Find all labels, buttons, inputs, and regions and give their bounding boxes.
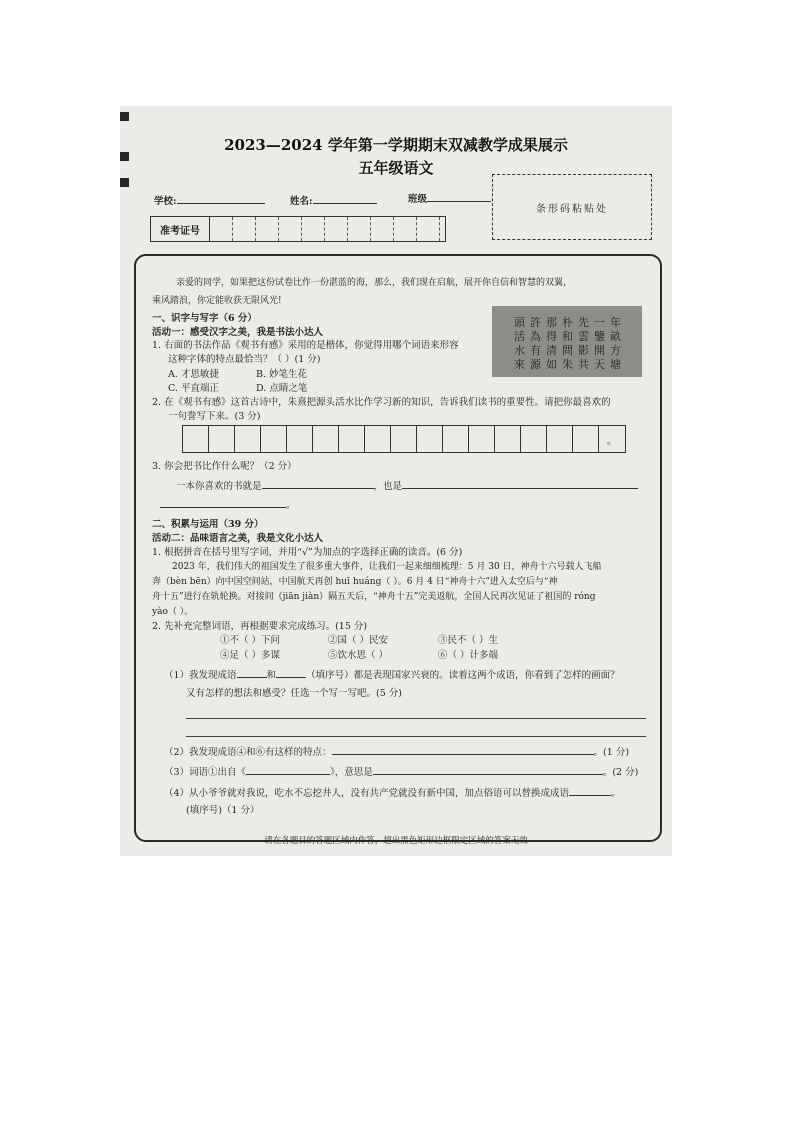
question-2-2: 2. 先补充完整词语，再根据要求完成练习。(15 分) bbox=[152, 621, 368, 632]
sub-question-4-cont: (填序号)（1 分） bbox=[186, 805, 260, 816]
id-cell[interactable] bbox=[325, 217, 348, 241]
intro-line: 乘风踏浪，你定能收获无限风光! bbox=[152, 296, 282, 306]
q1-3-middle: ，也是 bbox=[373, 481, 403, 492]
section-1-heading: 一、识字与写字（6 分） bbox=[152, 313, 257, 324]
grid-cell[interactable] bbox=[443, 426, 469, 452]
id-cell[interactable] bbox=[394, 217, 417, 241]
idiom-6[interactable]: ⑥（ ）计多端 bbox=[438, 650, 499, 661]
grid-cell[interactable] bbox=[469, 426, 495, 452]
copy-grid[interactable] bbox=[182, 425, 626, 453]
question-1-1: 1. 右面的书法作品《观书有感》采用的是楷体，你觉得用哪个词语来形容 bbox=[152, 340, 459, 351]
passage-line: yào（ ）。 bbox=[152, 607, 194, 617]
grid-cell[interactable] bbox=[365, 426, 391, 452]
grid-cell[interactable] bbox=[261, 426, 287, 452]
id-cell[interactable] bbox=[210, 217, 233, 241]
q1-3-period: 。 bbox=[286, 500, 296, 511]
grid-cell[interactable] bbox=[209, 426, 235, 452]
option-b[interactable]: B. 妙笔生花 bbox=[256, 369, 308, 380]
name-label: 姓名: bbox=[290, 196, 313, 207]
option-a[interactable]: A. 才思敏捷 bbox=[168, 369, 219, 380]
sub4-period: 。 bbox=[611, 788, 621, 799]
section-2-heading: 二、积累与运用（39 分） bbox=[152, 519, 264, 530]
grid-cell[interactable] bbox=[495, 426, 521, 452]
passage-line: 2023 年，我们伟大的祖国发生了很多重大事件，让我们一起来细细梳理：5 月 30 日，神舟十六号载人飞船 bbox=[172, 562, 602, 572]
sub1-part: （填序号）都是表现国家兴衰的。读着这两个成语，你看到了怎样的画面？ bbox=[306, 670, 620, 681]
exam-title: 2023—2024 学年第一学期期末双减教学成果展示 bbox=[224, 136, 568, 154]
calligraphy-line: 頭許那朴先一年 bbox=[514, 316, 626, 329]
sub-question-3[interactable] bbox=[164, 765, 638, 779]
idiom-3[interactable]: ③民不（ ）生 bbox=[438, 635, 499, 646]
scan-marker bbox=[120, 178, 129, 187]
grid-cell[interactable] bbox=[183, 426, 209, 452]
grid-cell[interactable] bbox=[287, 426, 313, 452]
barcode-area: 条形码粘贴处 bbox=[492, 174, 652, 240]
id-cell[interactable] bbox=[279, 217, 302, 241]
intro-line: 亲爱的同学，如果把这份试卷比作一份湛蓝的海，那么，我们现在启航，展开你自信和智慧的双翼， bbox=[176, 278, 573, 288]
exam-id-label: 准考证号 bbox=[151, 217, 210, 241]
calligraphy-line: 活為得和雲鑒畝 bbox=[514, 330, 626, 343]
sub3-end: 。(2 分) bbox=[602, 767, 639, 778]
id-cell[interactable] bbox=[256, 217, 279, 241]
sub1-and: 和 bbox=[266, 670, 277, 681]
school-label: 学校: bbox=[154, 196, 177, 207]
question-1-1-cont: 这种字体的特点最恰当？（ ）(1 分) bbox=[168, 354, 321, 365]
grid-cell[interactable] bbox=[391, 426, 417, 452]
sub-question-2[interactable] bbox=[164, 745, 629, 759]
id-cell[interactable] bbox=[417, 217, 440, 241]
question-2-1: 1. 根据拼音在括号里写字词，并用“√”为加点的字选择正确的读音。(6 分) bbox=[152, 547, 463, 558]
grid-cell[interactable] bbox=[313, 426, 339, 452]
scan-marker bbox=[120, 112, 129, 121]
grid-cell[interactable] bbox=[521, 426, 547, 452]
grid-cell[interactable] bbox=[573, 426, 599, 452]
sub-question-1[interactable] bbox=[164, 668, 620, 682]
q1-3-answer-line2[interactable] bbox=[160, 498, 296, 512]
id-cell[interactable] bbox=[371, 217, 394, 241]
sub4-part: （4）从小爷爷就对我说，吃水不忘挖井人，没有共产党就没有新中国，加点俗语可以替换成成语 bbox=[164, 788, 570, 799]
exam-subtitle: 五年级语文 bbox=[358, 159, 434, 177]
exam-paper-photo bbox=[120, 106, 672, 856]
idiom-5[interactable]: ⑤饮水思（ ） bbox=[328, 650, 389, 661]
id-cell[interactable] bbox=[302, 217, 325, 241]
class-field[interactable] bbox=[408, 192, 491, 206]
sub2-end: 。(1 分) bbox=[593, 747, 630, 758]
sub-question-1-cont: 又有怎样的想法和感受？任选一个写一写吧。(5 分) bbox=[186, 688, 402, 699]
grid-cell[interactable] bbox=[339, 426, 365, 452]
school-field[interactable] bbox=[154, 194, 265, 208]
calligraphy-line: 水有清問影開方 bbox=[514, 344, 626, 357]
option-c[interactable]: C. 平直端正 bbox=[168, 383, 219, 394]
grid-cell[interactable] bbox=[417, 426, 443, 452]
question-1-3: 3. 你会把书比作什么呢？（2 分） bbox=[152, 461, 297, 472]
sub2-part: （2）我发现成语④和⑥有这样的特点： bbox=[164, 747, 332, 758]
grid-cell[interactable] bbox=[235, 426, 261, 452]
id-cell[interactable] bbox=[348, 217, 371, 241]
id-cell[interactable] bbox=[233, 217, 256, 241]
grid-cell[interactable] bbox=[547, 426, 573, 452]
question-1-2-cont: 一句誊写下来。(3 分) bbox=[168, 411, 261, 422]
exam-id-box[interactable] bbox=[150, 216, 446, 242]
idiom-2[interactable]: ②国（ ）民安 bbox=[328, 635, 389, 646]
answer-line[interactable] bbox=[186, 736, 646, 737]
sub3-part: （3）词语①出自《 bbox=[164, 767, 247, 778]
question-1-2: 2. 在《观书有感》这首古诗中，朱熹把源头活水比作学习新的知识，告诉我们读书的重要性。请把你最喜欢的 bbox=[152, 397, 611, 408]
idiom-4[interactable]: ④足（ ）多谋 bbox=[220, 650, 281, 661]
activity-2: 活动二：品味语言之美，我是文化小达人 bbox=[152, 533, 324, 544]
passage-line: 奔（bèn bēn）向中国空间站，中国航天再创 huī huáng（ ）。6 月 4 日“神舟十六”进入太空后与“神 bbox=[152, 577, 558, 587]
sub-question-4[interactable] bbox=[164, 786, 621, 800]
option-d[interactable]: D. 点睛之笔 bbox=[256, 383, 308, 394]
class-label: 班级 bbox=[408, 194, 428, 205]
answer-line[interactable] bbox=[186, 718, 646, 719]
q1-3-prefix: 一本你喜欢的书就是 bbox=[176, 481, 262, 492]
sub3-part: 》，意思是 bbox=[330, 767, 373, 778]
calligraphy-line: 來源如朱共天塘 bbox=[514, 358, 626, 371]
name-field[interactable] bbox=[290, 194, 377, 208]
q1-3-answer[interactable] bbox=[176, 479, 638, 493]
grid-period: 。 bbox=[607, 435, 617, 447]
idiom-1[interactable]: ①不（ ）下问 bbox=[220, 635, 281, 646]
grid-cell[interactable] bbox=[599, 426, 625, 452]
footer-note: 请在各题目的答题区域内作答，超出黑色矩形边框限定区域的答案无效 bbox=[264, 836, 528, 846]
sub1-part: （1）我发现成语 bbox=[164, 670, 237, 681]
activity-1: 活动一：感受汉字之美，我是书法小达人 bbox=[152, 327, 324, 338]
calligraphy-image bbox=[492, 306, 642, 377]
passage-line: 舟十五”进行在轨轮换。对接间（jiān jiàn）隔五天后，“神舟十五”完美返航，全国人民再次见证了祖国的 róng bbox=[152, 592, 596, 602]
